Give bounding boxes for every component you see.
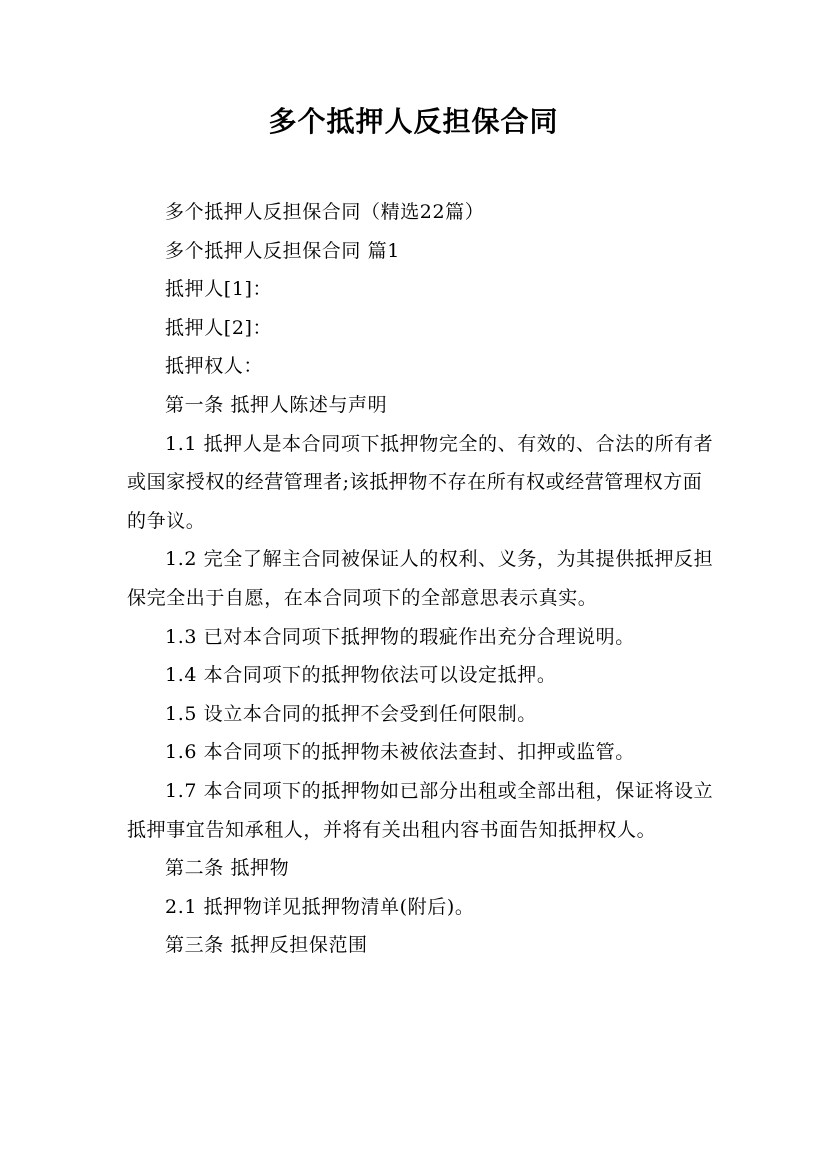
paragraph-article-2: 第二条 抵押物 — [165, 857, 290, 880]
paragraph-mortgagor-2: 抵押人[2]： — [165, 316, 273, 339]
document-title: 多个抵押人反担保合同 — [268, 105, 559, 138]
paragraph-heading: 多个抵押人反担保合同（精选22篇） — [165, 201, 485, 223]
paragraph-clause-2-1: 2.1 抵押物详见抵押物清单(附后)。 — [165, 895, 475, 918]
document-body — [127, 193, 717, 965]
paragraph-mortgagor-1: 抵押人[1]： — [165, 278, 273, 301]
paragraph-clause-1-6: 1.6 本合同项下的抵押物未被依法查封、扣押或监管。 — [165, 741, 635, 764]
paragraph-mortgagee: 抵押权人： — [165, 355, 264, 378]
paragraph-article-3: 第三条 抵押反担保范围 — [165, 934, 368, 957]
paragraph-clause-1-5: 1.5 设立本合同的抵押不会受到任何限制。 — [165, 702, 537, 725]
paragraph-clause-1-2: 1.2 完全了解主合同被保证人的权利、义务，为其提供抵押反担保完全出于自愿，在本合同项下的全部意思表示真实。 — [127, 548, 714, 609]
paragraph-clause-1-4: 1.4 本合同项下的抵押物依法可以设定抵押。 — [165, 664, 557, 687]
paragraph-clause-1-7: 1.7 本合同项下的抵押物如已部分出租或全部出租，保证将设立抵押事宜告知承租人，并将有关出租内容书面告知抵押权人。 — [127, 779, 714, 841]
paragraph-clause-1-1: 1.1 抵押人是本合同项下抵押物完全的、有效的、合法的所有者或国家授权的经营管理者;该抵押物不存在所有权或经营管理权方面的争议。 — [127, 432, 714, 532]
paragraph-section-title: 多个抵押人反担保合同 篇1 — [165, 239, 400, 262]
paragraph-clause-1-3: 1.3 已对本合同项下抵押物的瑕疵作出充分合理说明。 — [165, 625, 635, 648]
paragraph-article-1: 第一条 抵押人陈述与声明 — [165, 393, 388, 416]
